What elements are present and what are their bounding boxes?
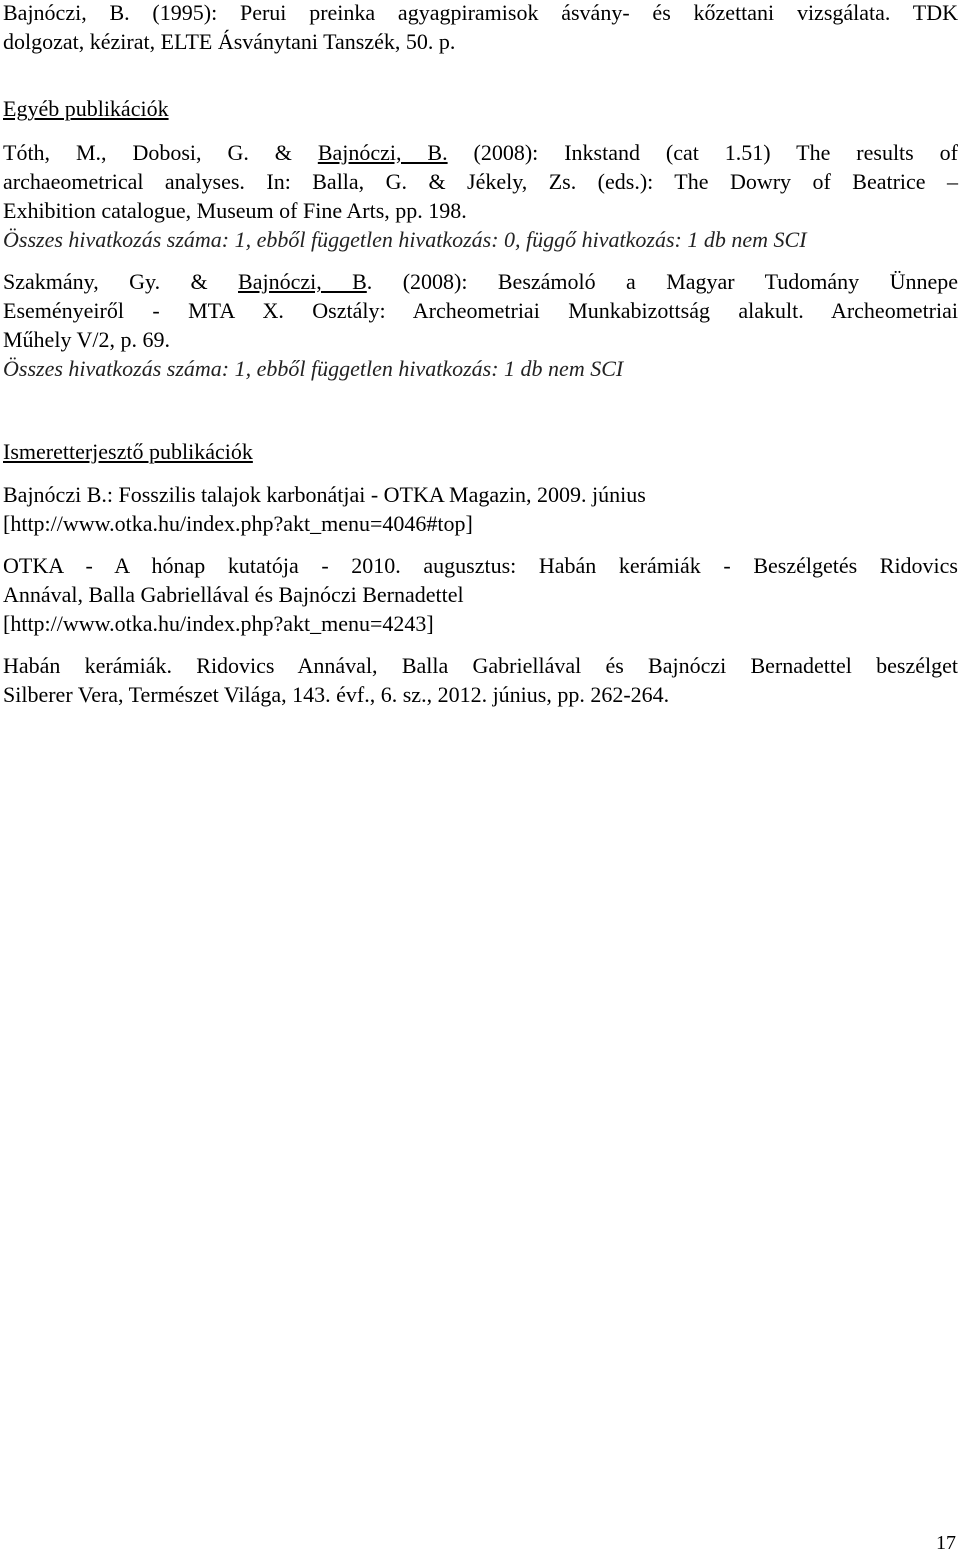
entry1-line1: Bajnóczi, B. (1995): Perui preinka agyagpiramisok ásvány- és kőzettani vizsgálata. TDK bbox=[3, 0, 958, 25]
entry3-line1 bbox=[3, 269, 958, 295]
entry5-line2: Annával, Balla Gabriellával és Bajnóczi Bernadettel bbox=[3, 582, 464, 607]
section-heading-popular-science: Ismeretterjesztő publikációk bbox=[3, 439, 253, 464]
entry5-url: [http://www.otka.hu/index.php?akt_menu=4243] bbox=[3, 611, 434, 636]
entry3-authors: Szakmány, Gy. & bbox=[3, 269, 239, 294]
entry2-line3: Exhibition catalogue, Museum of Fine Arts, pp. 198. bbox=[3, 198, 467, 223]
entry6-line2: Silberer Vera, Természet Világa, 143. évf., 6. sz., 2012. június, pp. 262-264. bbox=[3, 682, 670, 707]
entry2-authors: Tóth, M., Dobosi, G. & bbox=[3, 140, 318, 165]
page-number: 17 bbox=[936, 1532, 956, 1554]
entry2-author-underlined: Bajnóczi, B. bbox=[317, 140, 448, 165]
entry3-author-underlined: Bajnóczi, B bbox=[238, 269, 367, 294]
entry6-line1: Habán kerámiák. Ridovics Annával, Balla Gabriellával és Bajnóczi Bernadettel beszélget bbox=[3, 653, 958, 678]
entry3-line3: Műhely V/2, p. 69. bbox=[3, 327, 171, 352]
entry3-citation-count: Összes hivatkozás száma: 1, ebből független hivatkozás: 1 db nem SCI bbox=[3, 356, 624, 381]
entry2-line2: archaeometrical analyses. In: Balla, G. & Jékely, Zs. (eds.): The Dowry of Beatrice – bbox=[3, 169, 958, 194]
entry2-line1 bbox=[3, 140, 958, 166]
entry3-line2: Eseményeiről - MTA X. Osztály: Archeometriai Munkabizottság alakult. Archeometriai bbox=[3, 298, 958, 323]
entry5-line1: OTKA - A hónap kutatója - 2010. augusztus: Habán kerámiák - Beszélgetés Ridovics bbox=[3, 553, 958, 578]
entry1-line2: dolgozat, kézirat, ELTE Ásványtani Tanszék, 50. p. bbox=[3, 29, 456, 54]
entry2-citation-count: Összes hivatkozás száma: 1, ebből független hivatkozás: 0, függő hivatkozás: 1 db nem SCI bbox=[3, 227, 807, 252]
section-heading-other-publications: Egyéb publikációk bbox=[3, 96, 169, 121]
entry4-line1: Bajnóczi B.: Fosszilis talajok karbonátjai - OTKA Magazin, 2009. június bbox=[3, 482, 646, 507]
entry4-url: [http://www.otka.hu/index.php?akt_menu=4046#top] bbox=[3, 511, 473, 536]
entry3-title-start: . (2008): Beszámoló a Magyar Tudomány Ünnepe bbox=[366, 269, 958, 294]
entry2-title-start: (2008): Inkstand (cat 1.51) The results of bbox=[447, 140, 958, 165]
